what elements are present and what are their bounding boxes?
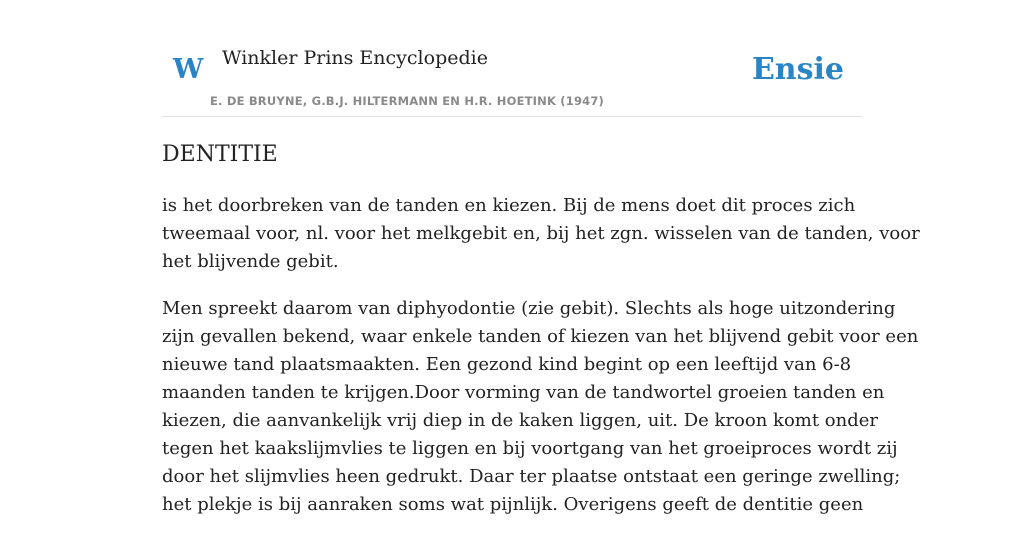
- paragraph-line: nieuwe tand plaatsmaakten. Een gezond kind begint op een leeftijd van 6-8: [162, 354, 852, 375]
- site-title-link[interactable]: Winkler Prins Encyclopedie: [222, 47, 488, 69]
- article-title: DENTITIE: [162, 142, 278, 167]
- paragraph-line: het plekje is bij aanraken soms wat pijnlijk. Overigens geeft de dentitie geen: [162, 494, 864, 515]
- paragraph-line: maanden tanden te krijgen.Door vorming van de tandwortel groeien tanden en: [162, 382, 885, 403]
- article-paragraph-1: [162, 192, 920, 276]
- site-authors: E. DE BRUYNE, G.B.J. HILTERMANN EN H.R. HOETINK (1947): [210, 94, 605, 108]
- paragraph-line: door het slijmvlies heen gedrukt. Daar ter plaatse ontstaat een geringe zwelling;: [162, 466, 901, 487]
- site-header: [162, 0, 862, 117]
- site-logo-w-icon[interactable]: W: [173, 54, 204, 85]
- paragraph-line: zijn gevallen bekend, waar enkele tanden of kiezen van het blijvend gebit voor een: [162, 326, 919, 347]
- page: [162, 0, 920, 515]
- article-body: [162, 192, 920, 538]
- paragraph-line: kiezen, die aanvankelijk vrij diep in de kaken liggen, uit. De kroon komt onder: [162, 410, 879, 431]
- paragraph-line: het blijvende gebit.: [162, 251, 339, 272]
- paragraph-line: tegen het kaakslijmvlies te liggen en bij voortgang van het groeiproces wordt zij: [162, 438, 898, 459]
- paragraph-line: is het doorbreken van de tanden en kiezen. Bij de mens doet dit proces zich: [162, 195, 856, 216]
- ensie-brand-logo[interactable]: Ensie: [751, 52, 844, 87]
- paragraph-line: tweemaal voor, nl. voor het melkgebit en, bij het zgn. wisselen van de tanden, voor: [162, 223, 920, 244]
- article-paragraph-2: [162, 295, 919, 519]
- paragraph-line: Men spreekt daarom van diphyodontie (zie gebit). Slechts als hoge uitzondering: [162, 298, 896, 319]
